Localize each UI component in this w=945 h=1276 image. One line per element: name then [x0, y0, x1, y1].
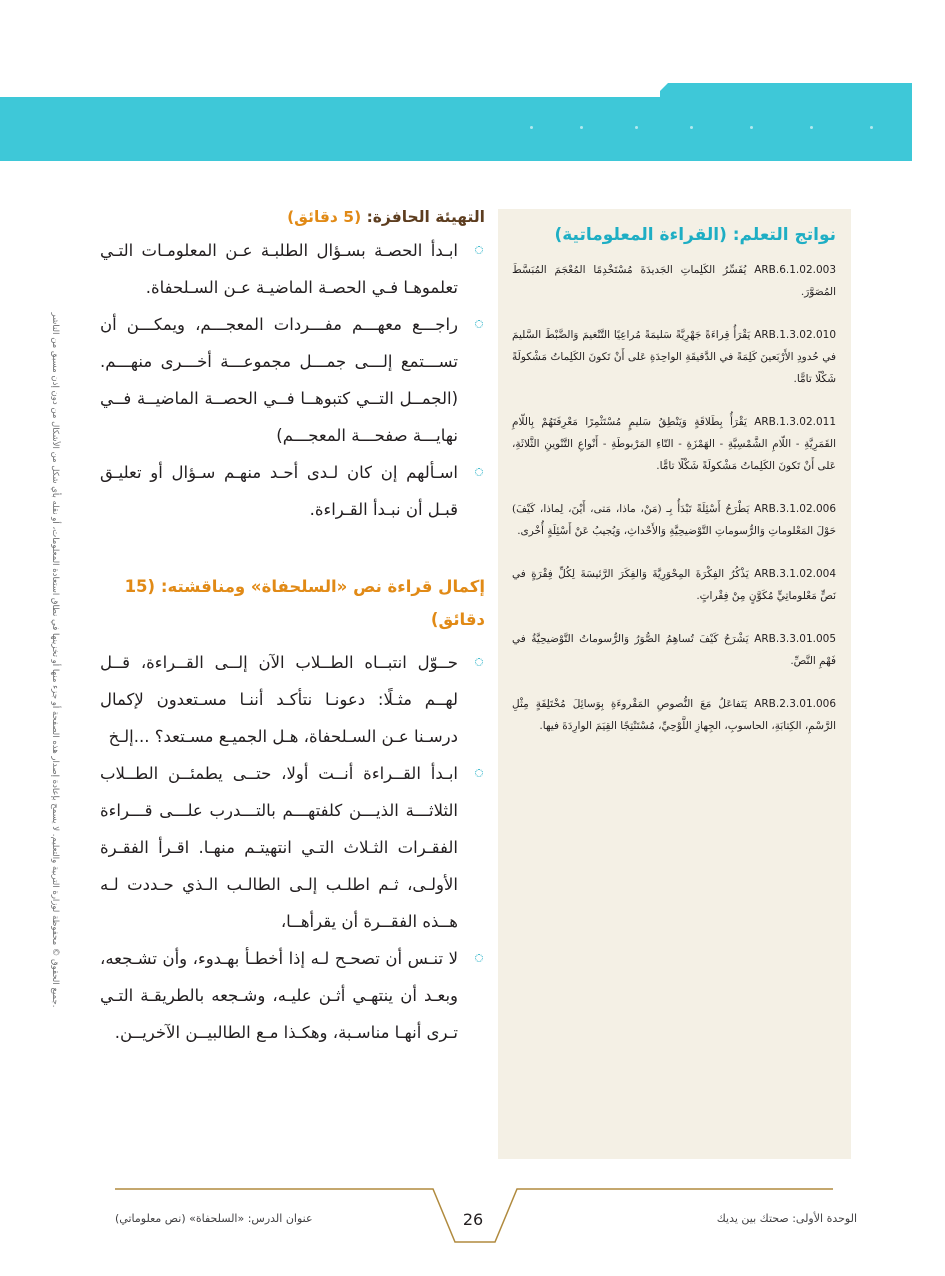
header-banner-notch: [0, 83, 660, 97]
section-duration: (5 دقائق): [287, 208, 362, 226]
outcome-text: يَذْكُرُ الفِكْرَةَ المِحْوَرِيَّةَ وَالفِكَرَ الرَّئيسَةَ لِكُلِّ فِقْرَةٍ في نَصٍّ مَعْلوماتِيٍّ مُكَوَّنٍ مِنْ فِقْراتٍ.: [512, 568, 836, 602]
outcome-text: يَقْرَأُ قِراءَةً جَهْرِيَّةً سَليمَةً مُراعِيًا التَّنْغيمَ وَالضَّبْطَ السَّليمَ في حُدودِ الأَرْبَعينَ كَلِمَةً في الدَّقيقَةِ الواحِدَةِ عَلى أَنْ تَكونَ الكَلِماتُ مَشْكولَةً شَكْلًا تامًّا.: [512, 329, 836, 385]
list-item: حــوّل انتبــاه الطــلاب الآن إلــى القــراءة، قــل لهــم مثـلًا: دعونـا نتأكـد أننـا مسـتعدون لإكمال درسـنا عـن السـلحفاة، هـل الجميـع مسـتعد؟ ...إلـخ: [100, 644, 485, 755]
outcome-code: ARB.6.1.02.003: [754, 264, 836, 276]
outcome-item: [512, 411, 836, 477]
outcome-code: ARB.1.3.02.011: [754, 416, 836, 428]
list-item: ابـدأ الحصـة بسـؤال الطلبـة عـن المعلومـات التـي تعلموهـا فـي الحصـة الماضيـة عـن السـلحفاة.: [100, 232, 485, 306]
outcome-item: [512, 324, 836, 390]
copyright-text: جميع الحقوق © محفوظة لوزارة التربية والتعليم. لا يسمح بإعادة إصدار هذه الصفحة أو جزء منها أو تخزينها في نطاق استعادة المعلومات، أو نقله بأي شكل من الأشكال من دون إذن مسبق من الناشر.: [50, 312, 60, 1008]
outcome-text: يَقْرَأُ بِطَلاقَةٍ وَيَنْطِقُ سَليمٍ مُسْتَثْمِرًا مَعْرِفَتَهُمْ بِاللّامِ القَمَرِيَّةِ - اللّامِ الشَّمْسِيَّةِ - الهَمْزَةِ - التّاءِ المَرْبوطَةِ - أَنْواعِ التَّنْوينِ الثَّلاثَةِ، عَلى أَنْ تَكونَ الكَلِماتُ مَشْكولَةً شَكْلًا تامًّا.: [512, 416, 836, 472]
outcome-item: [512, 693, 836, 737]
page-number: 26: [462, 1210, 484, 1229]
header-banner-slant: [654, 83, 668, 97]
warmup-bullet-list: [100, 232, 485, 528]
footer-unit-title: الوحدة الأولى: صحتك بين يديك: [716, 1212, 857, 1225]
outcome-text: يَطْرَحُ أَسْئِلَةً تَبْدَأُ بِـ (مَنْ، ماذا، مَتى، أَيْنَ، لِماذا، كَيْفَ) حَوْلَ المَعْلوماتِ وَالرُّسوماتِ التَّوْضيحِيَّةِ وَالأَحْداثِ، وَيُجيبُ عَنْ أَسْئِلَةٍ أُخْرى.: [512, 503, 836, 537]
outcome-item: [512, 259, 836, 303]
reading-bullet-list: [100, 644, 485, 1051]
outcome-code: ARB.3.3.01.005: [754, 633, 836, 645]
list-item: لا تنـس أن تصحـح لـه إذا أخطـأ بهـدوء، وأن تشـجعه، وبعـد أن ينتهـي أثـن عليـه، وشـجعه بالطريقـة التـي تـرى أنهـا مناسـبة، وهكـذا مـع الطالبيــن الآخريــن.: [100, 940, 485, 1051]
section-duration: (15 دقائق): [124, 577, 485, 629]
outcome-code: ARB.1.3.02.010: [754, 329, 836, 341]
outcome-code: ARB.2.3.01.006: [754, 698, 836, 710]
outcome-text: يَشْرَحُ كَيْفَ تُساهِمُ الصُّوَرُ وَالرُّسوماتُ التَّوْضيحِيَّةُ في فَهْمِ النَّصِّ.: [512, 633, 836, 667]
copyright-side-note: [30, 300, 80, 1020]
outcome-item: [512, 498, 836, 542]
header-banner-dots: [520, 118, 900, 138]
outcome-text: يَتَفاعَلُ مَعَ النُّصوصِ المَقْروءَةِ بِوَسائِلَ مُخْتَلِفَةٍ مِثْلِ الرَّسْمِ، الكِتابَةِ، الحاسوبِ، الجِهازِ اللَّوْحِيِّ، مُسْتَنْتِجًا القِيَمَ الوارِدَةَ فيها.: [512, 698, 836, 732]
footer-lesson-title: عنوان الدرس: «السلحفاة» (نص معلوماتي): [115, 1212, 313, 1225]
outcome-code: ARB.3.1.02.004: [754, 568, 836, 580]
section-title: التهيئة الحافزة:: [366, 208, 485, 226]
outcome-text: يُفَسِّرُ الكَلِماتِ الجَديدَةَ مُسْتَخْدِمًا المُعْجَمَ المُبَسَّطَ المُصَوَّرَ.: [512, 264, 836, 298]
learning-outcomes-panel: [498, 209, 851, 1159]
list-item: ابـدأ القــراءة أنــت أولا، حتــى يطمئــن الطــلاب الثلاثـــة الذيـــن كلفتهـــم بالتـــدرب علـــى قـــراءة الفقـرات الثـلاث التـي انتهيتـم منهـا. اقـرأ الفقـرة الأولـى، ثـم اطلـب إلـى الطالـب الـذي حـددت لـه هــذه الفقــرة أن يقرأهــا،: [100, 755, 485, 940]
list-item: اسـألهم إن كان لـدى أحـد منهـم سـؤال أو تعليـق قبـل أن نبـدأ القـراءة.: [100, 454, 485, 528]
section-heading-warmup: [100, 202, 485, 232]
outcome-item: [512, 628, 836, 672]
section-heading-reading: [100, 570, 485, 636]
section-title: إكمال قراءة نص «السلحفاة» ومناقشته:: [160, 577, 485, 596]
outcome-item: [512, 563, 836, 607]
learning-outcomes-title: نواتج التعلم: (القراءة المعلوماتية): [554, 225, 836, 245]
outcome-code: ARB.3.1.02.006: [754, 503, 836, 515]
lesson-steps-column: [100, 202, 485, 1051]
list-item: راجـــع معهـــم مفـــردات المعجـــم، ويمكـــن أن تســـتمع إلـــى جمـــل مجموعـــة أخـــرى منهـــم. (الجمــل التــي كتبوهــا فــي الحصــة الماضيــة فــي نهايـــة صفحـــة المعجـــم): [100, 306, 485, 454]
